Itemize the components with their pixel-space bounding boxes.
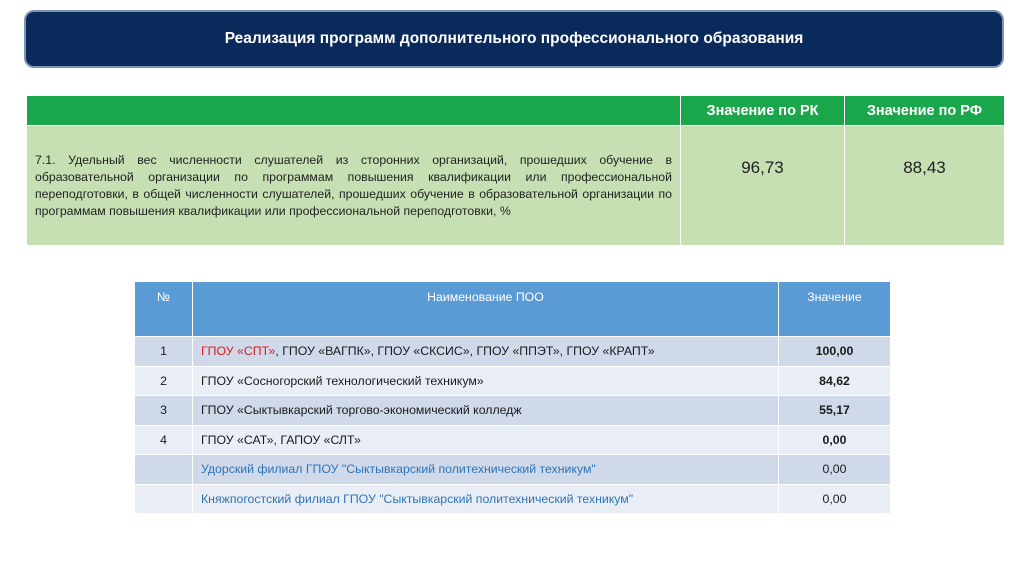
row-name: ГПОУ «Сыктывкарский торгово-экономический колледж [193, 396, 779, 426]
row-num: 3 [135, 396, 193, 426]
header-value: Значение [779, 282, 891, 337]
slide-title [24, 10, 1004, 68]
header-rf: Значение по РФ [845, 96, 1005, 126]
table-row [135, 455, 891, 485]
row-name-highlight: ГПОУ «СПТ» [201, 344, 276, 359]
row-value: 0,00 [779, 484, 891, 514]
row-name: ГПОУ «Сосногорский технологический техникум» [193, 366, 779, 396]
row-value: 84,62 [779, 366, 891, 396]
indicator-table [26, 95, 1005, 246]
table-row [135, 337, 891, 367]
header-num: № [135, 282, 193, 337]
indicator-header-row [27, 96, 1005, 126]
slide-title-text: Реализация программ дополнительного профессионального образования [224, 30, 804, 47]
row-num: 4 [135, 425, 193, 455]
table-row [135, 484, 891, 514]
value-rk: 96,73 [681, 126, 845, 246]
row-name: ГПОУ «САТ», ГАПОУ «СЛТ» [193, 425, 779, 455]
row-num: 1 [135, 337, 193, 367]
row-value: 55,17 [779, 396, 891, 426]
table-row [135, 396, 891, 426]
row-num [135, 455, 193, 485]
header-rk: Значение по РК [681, 96, 845, 126]
value-rf: 88,43 [845, 126, 1005, 246]
header-name: Наименование ПОО [193, 282, 779, 337]
row-name: Княжпогостский филиал ГПОУ "Сыктывкарский политехнический техникум" [193, 484, 779, 514]
row-value: 100,00 [779, 337, 891, 367]
row-num: 2 [135, 366, 193, 396]
row-value: 0,00 [779, 425, 891, 455]
indicator-description-cell [27, 126, 681, 246]
poo-table [134, 281, 891, 514]
table-row [135, 425, 891, 455]
poo-header-row [135, 282, 891, 337]
row-num [135, 484, 193, 514]
indicator-row [27, 126, 1005, 246]
row-value: 0,00 [779, 455, 891, 485]
table-row [135, 366, 891, 396]
row-name: Удорский филиал ГПОУ "Сыктывкарский политехнический техникум" [193, 455, 779, 485]
indicator-header-empty [27, 96, 681, 126]
indicator-description: 7.1. Удельный вес численности слушателей из сторонних организаций, прошедших обучение в образовательной организации по программам повышения квалификации или профессиональной переподготовки, в общей численности слушателей, прошедших обучение в образовательной организации по программам повышения квалификации или профессиональной переподготовки, % [35, 153, 672, 218]
row-name [193, 337, 779, 367]
row-name-rest: , ГПОУ «ВАГПК», ГПОУ «СКСИС», ГПОУ «ППЭТ», ГПОУ «КРАПТ» [275, 344, 655, 359]
